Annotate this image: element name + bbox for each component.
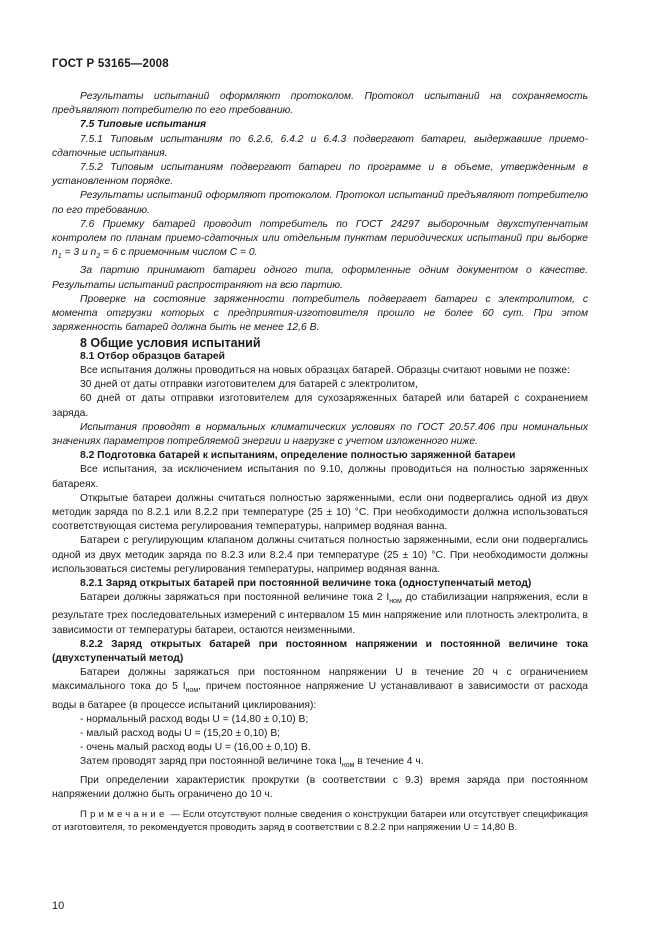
note-label: Примечание <box>80 809 168 821</box>
paragraph-8-2-2: Батареи должны заряжаться при постоянном напряжении U в течение 20 ч с ограничением максимального тока до 5 $I_{ном}$, причем постоянное напряжение U устанавливают в зависимости от расхода воды в батарее (в процессе испытаний циклирования): <box>52 667 588 711</box>
section-8-title: 8 Общие условия испытаний <box>80 335 261 350</box>
paragraph-results-type: Результаты испытаний оформляют протоколом. Протокол испытаний предъявляют потребителю по его требованию. <box>52 190 588 216</box>
heading-8-1: 8.1 Отбор образцов батарей <box>80 350 225 362</box>
list-item: - нормальный расход воды U = (14,80 ± 0,10) В; <box>80 713 309 725</box>
paragraph-8-2-1: Батареи должны заряжаться при постоянной величине тока 2 $I_{ном}$ до стабилизации напряжения, если в результате трех последовательных измерений с интервалом 15 мин напряжение или плотность электролита, в зависимости от температуры батареи, остаются неизменными. <box>52 592 589 636</box>
heading-8-2: 8.2 Подготовка батарей к испытаниям, определение полностью заряженной батареи <box>80 450 516 462</box>
paragraph-valve-batteries: Батареи с регулирующим клапаном должны считаться полностью заряженными, если они подвергались одной из двух методик заряда по 8.2.3 или 8.2.4 при температуре (25 ± 10) °С. При необходимости должны использоваться системы регулирования температуры, например водяная ванна. <box>52 535 588 575</box>
paragraph-7-5-2: 7.5.2 Типовым испытаниям подвергают батареи по программе и в объеме, утвержденным в установленном порядке. <box>52 162 588 188</box>
note-text: — Если отсутствуют полные сведения о конструкции батареи или отсутствует спецификация от изготовителя, то рекомендуется проводить заряд в соответствии с 8.2.2 при напряжении U = 14,80 В. <box>52 809 588 834</box>
paragraph-charge-check: Проверке на состояние заряженности потребитель подвергает батареи с электролитом, с момента отгрузки которых с предприятия-изготовителя прошло не более 60 сут. При этом заряженность батарей должна быть не менее 12,6 В. <box>52 293 588 334</box>
paragraph-8-1-electrolyte: 30 дней от даты отправки изготовителем для батарей с электролитом, <box>80 379 418 391</box>
list-item: - малый расход воды U = (15,20 ± 0,10) В; <box>80 728 281 740</box>
paragraph-8-1-dry: 60 дней от даты отправки изготовителем для сухозаряженных батарей или батарей с сохранением заряда. <box>52 393 588 419</box>
paragraph-8-2: Все испытания, за исключением испытания по 9.10, должны проводиться на полностью заряженных батареях. <box>52 464 588 490</box>
paragraph-results-storage: Результаты испытаний оформляют протоколом. Протокол испытаний на сохраняемость предъявляют потребителю по его требованию. <box>52 91 588 117</box>
paragraph-8-1: Все испытания должны проводиться на новых образцах батарей. Образцы считают новыми не позже: <box>80 364 570 376</box>
paragraph-7-5-1: 7.5.1 Типовым испытаниям по 6.2.6, 6.4.2 и 6.4.3 подвергают батареи, выдержавшие приемо-сдаточные испытания. <box>52 133 588 159</box>
paragraph-cranking: При определении характеристик прокрутки (в соответствии с 9.3) время заряда при постоянном напряжении должно быть ограничено до 10 ч. <box>52 774 588 800</box>
paragraph-climate: Испытания проводят в нормальных климатических условиях по ГОСТ 20.57.406 при номинальных значениях параметров потребляемой энергии и нагрузке с учетом изложенного ниже. <box>52 421 588 447</box>
list-item: - очень малый расход воды U = (16,00 ± 0,10) В. <box>80 742 311 754</box>
paragraph-open-batteries: Открытые батареи должны считаться полностью заряженными, если они подвергались одной из двух методик заряда по 8.2.1 или 8.2.2 при температуре (25 ± 10) °С. При необходимости должна использоваться соответствующая система регулирования температуры, например водяная ванна. <box>52 492 588 533</box>
heading-8-2-2: 8.2.2 Заряд открытых батарей при постоянном напряжении и постоянной величине тока (двухступенчатый метод) <box>52 638 588 665</box>
paragraph-then: Затем проводят заряд при постоянной величине тока $I_{ном}$ в течение 4 ч. <box>80 756 424 770</box>
paragraph-party: За партию принимают батареи одного типа, оформленные одним документом о качестве. Результаты испытаний распространяют на всю партию. <box>52 265 588 291</box>
note <box>52 808 588 834</box>
paragraph-7-6: 7.6 Приемку батарей проводит потребитель по ГОСТ 24297 выборочным двухступенчатым контролем по планам приемо-сдаточных или отдельным пунктам периодических испытаний при выборке $n_1 = 3$ и $n_2 = 6$ с приемочным числом С = 0. <box>52 218 588 261</box>
heading-7-5: 7.5 Типовые испытания <box>80 119 207 131</box>
heading-8-2-1: 8.2.1 Заряд открытых батарей при постоянной величине тока (одноступенчатый метод) <box>80 577 532 589</box>
page-content <box>52 90 588 834</box>
page-header: ГОСТ Р 53165—2008 <box>52 58 169 70</box>
page-number: 10 <box>52 900 65 912</box>
